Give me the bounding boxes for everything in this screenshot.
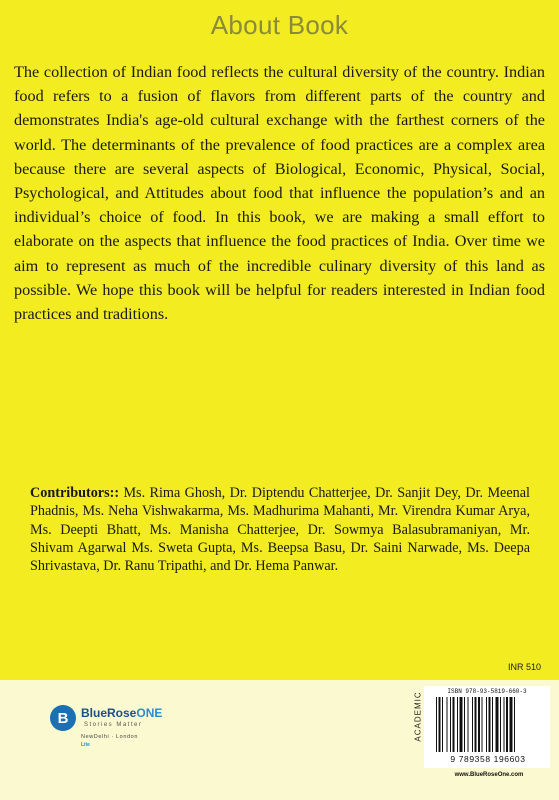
category-label: ACADEMIC <box>413 691 423 742</box>
publisher-tagline: Stories Matter <box>84 722 143 728</box>
contributors-list: Ms. Rima Ghosh, Dr. Diptendu Chatterjee, Dr. Sanjit Dey, Dr. Meenal Phadnis, Ms. Neha Vishwakarma, Ms. Madhurima Mahanti, Mr. Virendra Kumar Arya, Ms. Deepti Bhatt, Ms. Manisha Chatterjee, Dr. Sowmya Balasubramaniyan, Mr. Shivam Agarwal Ms. Sweta Gupta, Ms. Beepsa Basu, Dr. Saini Narwade, Ms. Deepa Shrivastava, Dr. Ranu Tripathi, and Dr. Hema Panwar. <box>30 485 530 575</box>
publisher-name-accent: ONE <box>136 706 163 720</box>
isbn-number: 9 789358 196603 <box>450 754 526 764</box>
book-description: The collection of Indian food reflects the cultural diversity of the country. Indian food refers to a fusion of flavors from different parts of the country and demonstrates India's age-old cultural exchange with the farthest corners of the world. The determinants of the prevalence of food practices are a complex area because there are several aspects of Biological, Economic, Physical, Social, Psychological, and Attitudes about food that influence the population’s and an individual’s choice of food. In this book, we are making a small effort to elaborate on the aspects that influence the food practices of India. Over time we aim to represent as much of the incredible culinary diversity of this land as possible. We hope this book will be helpful for readers interested in Indian food practices and traditions. <box>14 63 545 324</box>
publisher-logo-icon: B <box>50 705 76 731</box>
publisher-mini-mark: Lite <box>81 742 90 748</box>
publisher-cities: NewDelhi · London <box>81 734 138 740</box>
barcode-icon <box>436 697 540 752</box>
publisher-name-main: BlueRose <box>81 706 137 720</box>
price-label: INR 510 <box>507 662 541 672</box>
book-title: About Book <box>210 10 349 40</box>
publisher-name <box>81 706 162 720</box>
publisher-website: www.BlueRoseOne.com <box>454 772 524 778</box>
contributors-label: Contributors:: <box>30 485 120 501</box>
contributors-section <box>30 484 530 575</box>
isbn-top-text: ISBN 978-93-5819-660-3 <box>447 688 527 695</box>
